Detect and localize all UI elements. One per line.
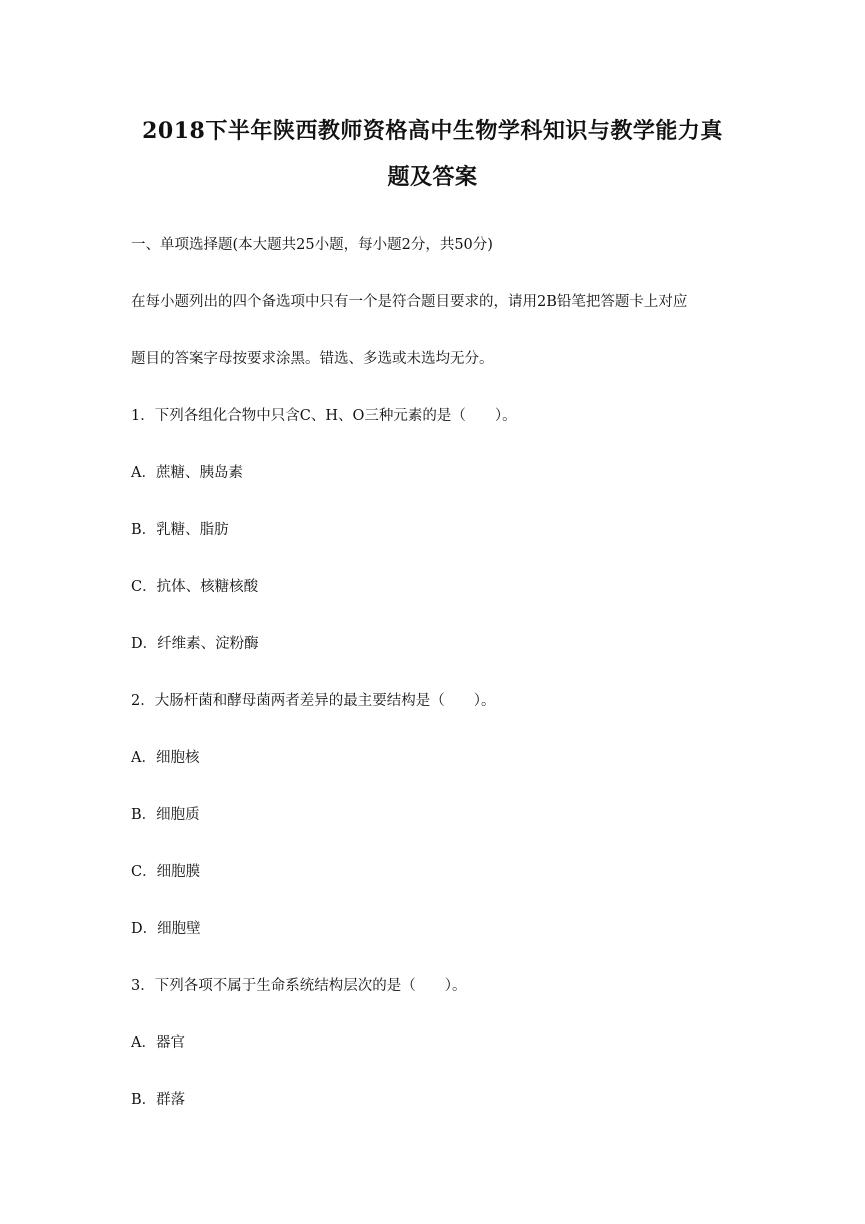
question-2-option-c: C．细胞膜 bbox=[131, 864, 201, 880]
question-2-stem: 2．大肠杆菌和酵母菌两者差异的最主要结构是（ ）。 bbox=[131, 693, 496, 709]
question-3-option-b: B．群落 bbox=[131, 1092, 186, 1108]
document-title-line-2: 题及答案 bbox=[387, 164, 478, 190]
question-3-stem: 3．下列各项不属于生命系统结构层次的是（ ）。 bbox=[131, 978, 467, 994]
question-1-stem: 1．下列各组化合物中只含C、H、O三种元素的是（ ）。 bbox=[131, 408, 517, 424]
question-1-option-c: C．抗体、核糖核酸 bbox=[131, 579, 259, 595]
section-heading: 一、单项选择题(本大题共25小题，每小题2分，共50分) bbox=[131, 237, 493, 253]
question-2-option-a: A．细胞核 bbox=[131, 750, 200, 766]
question-1-option-a: A．蔗糖、胰岛素 bbox=[131, 465, 243, 481]
question-1-option-d: D．纤维素、淀粉酶 bbox=[131, 636, 259, 652]
question-2-option-b: B．细胞质 bbox=[131, 807, 200, 823]
instruction-line-1: 在每小题列出的四个备选项中只有一个是符合题目要求的，请用2B铅笔把答题卡上对应 bbox=[131, 294, 688, 310]
question-2-option-d: D．细胞壁 bbox=[131, 921, 201, 937]
question-3-option-a: A．器官 bbox=[131, 1035, 185, 1051]
question-1-option-b: B．乳糖、脂肪 bbox=[131, 522, 229, 538]
instruction-line-2: 题目的答案字母按要求涂黑。错选、多选或未选均无分。 bbox=[131, 351, 494, 367]
document-title-line-1: 2018下半年陕西教师资格高中生物学科知识与教学能力真 bbox=[142, 118, 723, 144]
